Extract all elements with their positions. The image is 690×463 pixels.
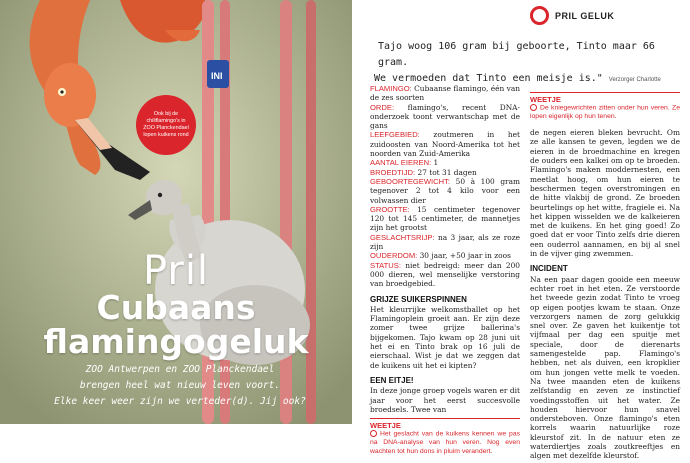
fact-key: FLAMINGO: [370, 84, 412, 93]
subtitle-line-1: ZOO Antwerpen en ZOO Planckendael [85, 364, 275, 375]
weetje-text-1: Het geslacht van de kuikens kennen we pas na DNA-analyse van hun veren. Nog even wachten tot hun dons in pluim verandert. [370, 430, 520, 456]
pull-quote [374, 39, 674, 88]
heading-een-eitje: EEN EITJE! [370, 375, 414, 385]
quote-credit: Verzorger Charlotte [608, 77, 661, 83]
fact-value: 30 jaar, +50 jaar in zoos [417, 251, 511, 261]
fact-value: 50 à 100 gram tegenover 2 tot 4 kilo voor een volwassen dier [370, 176, 520, 205]
fact-key: ORDE: [370, 102, 395, 112]
subtitle-line-3: Elke keer weer zijn we verteder(d). Jij ook? [54, 396, 306, 407]
info-badge: Ook bij de chiliflamingo's in ZOO Planckendael lopen kuikens rond [136, 95, 196, 155]
weetje-box-2 [530, 92, 680, 122]
fact-item [370, 103, 520, 131]
fact-item [370, 130, 520, 158]
heading-grijze: GRIJZE SUIKERSPINNEN [370, 294, 467, 304]
title-line-1: Pril [142, 248, 210, 294]
weetje-title-2: WEETJE [530, 95, 561, 104]
fact-value: zoutmeren in het zuidoosten van Noord-Amerika tot het noorden van Zuid-Amerika [370, 130, 520, 159]
section-label: PRIL GELUK [555, 10, 615, 21]
section-header [530, 6, 614, 25]
paragraph-een-eitje: In deze jonge groep vogels waren er dit jaar voor het eerst succesvolle broedsels. Twee van [370, 386, 520, 414]
fact-item [370, 233, 520, 252]
ring-icon [530, 6, 549, 25]
title-line-3: flamingogeluk [43, 322, 309, 361]
weetje-title-1: WEETJE [370, 421, 401, 431]
fact-key: STATUS: [370, 260, 401, 270]
paragraph-continued: de negen eieren bleken bevrucht. Om ze alle kansen te geven, legden we de eieren in de broedmachine en kregen de ouders een kalkei om op te broeden. Flamingo's maken moddernesten, een meetlat hoog, om hun eieren te beschermen tegen overstromingen en de hitte vlakbij de grond. Ze broeden beurtelings op het witte, fragiele ei. Na het kippen wisselden we de kalkeieren met de kuikens. En het ging goed! Zo goed dat er voor Tinto zelfs drie dieren een ouderrol aannamen, en bij al snel in de vijver ging zwemmen. [530, 128, 680, 259]
fact-value: 1 [431, 158, 439, 168]
leg-band-label: INI [211, 71, 223, 81]
fact-item [370, 205, 520, 233]
fact-item [370, 177, 520, 205]
fact-value: 27 tot 31 dagen [415, 167, 477, 177]
quote-line-2: We vermoeden dat Tinto een meisje is." Verzorger Charlotte [374, 73, 661, 84]
fact-value: Cubaanse flamingo, één van de zes soorten [370, 84, 520, 103]
fact-key: GESLACHTSRIJP: [370, 232, 435, 242]
bullet-icon [530, 104, 537, 111]
fact-item [370, 168, 520, 177]
fact-value: niet bedreigd: meer dan 200 000 dieren, wel menselijke verstoring van broedgebied. [370, 260, 520, 289]
paragraph-incident: Na een paar dagen gooide een meeuw echter roet in het eten. Ze verstoorde het tweede gezin zodat Tinto te vroeg op eigen pootjes kwam te staan. Onze verzorgers namen de zorg gelukkig snel over. Ze gaven het kuikentje tot vijfmaal per dag een spuitje met speciale, door de dierenarts samengestelde pap. Flamingo's hebben, net als duiven, een kropklier om hun jongen vette melk te voeden. Na twee maanden eten de kuikens zelfstandig en zeven ze instinctief voedingsstoffen uit het water. Ze houden hiervoor hun snavel ondersteboven. Onze flamingo's eten korrels waarin natuurlijke roze kleurstof zit. In de natuur eten ze waterdiertjes zoals zoutkreeftjes en algen met dezelfde kleurstof. [530, 274, 680, 461]
column-left [370, 84, 520, 457]
fact-item [370, 84, 520, 103]
subtitle-line-2: brengen heel wat nieuw leven voort. [79, 380, 281, 391]
column-right [530, 92, 680, 463]
fact-item [370, 251, 520, 260]
fact-value: na 3 jaar, als ze roze zijn [370, 232, 520, 252]
fact-key: AANTAL EIEREN: [370, 158, 432, 168]
subtitle [20, 362, 340, 410]
fact-key: LEEFGEBIED: [370, 130, 420, 140]
weetje-text-2: De kniegewrichten zitten onder hun veren. Ze lopen eigenlijk op hun tenen. [530, 104, 680, 121]
fact-key: GROOTTE: [370, 204, 410, 214]
bullet-icon [370, 430, 377, 437]
fact-value: 15 centimeter tegenover 120 tot 145 centimeter, de mannetjes zijn het grootst [370, 204, 520, 233]
heading-incident: INCIDENT [530, 264, 568, 274]
fact-key: BROEDTIJD: [370, 167, 416, 177]
fact-key: GEBOORTEGEWICHT: [370, 176, 451, 186]
paragraph-grijze: Het kleurrijke welkomstballet op het Flamingoplein groeit aan. Er zijn deze zomer twee grijze ballerina's bijgekomen. Tajo kwam op 28 juni uit het ei en Tinto brak op 16 juli de eierschaal. Wist je dat we zeggen dat de kuikens uit het ei kipten? [370, 304, 520, 370]
title-line-2: Cubaans [96, 288, 256, 327]
fact-item [370, 261, 520, 289]
fact-item [370, 158, 520, 167]
photo-page [0, 0, 352, 424]
article-page [352, 0, 690, 461]
quote-line-1: Tajo woog 106 gram bij geboorte, Tinto maar 66 gram. [378, 41, 655, 68]
fact-list [370, 84, 520, 289]
fact-value: flamingo's, recent DNA-onderzoek toont verwantschap met de gans [370, 102, 520, 131]
fact-key: OUDERDOM: [370, 251, 418, 261]
